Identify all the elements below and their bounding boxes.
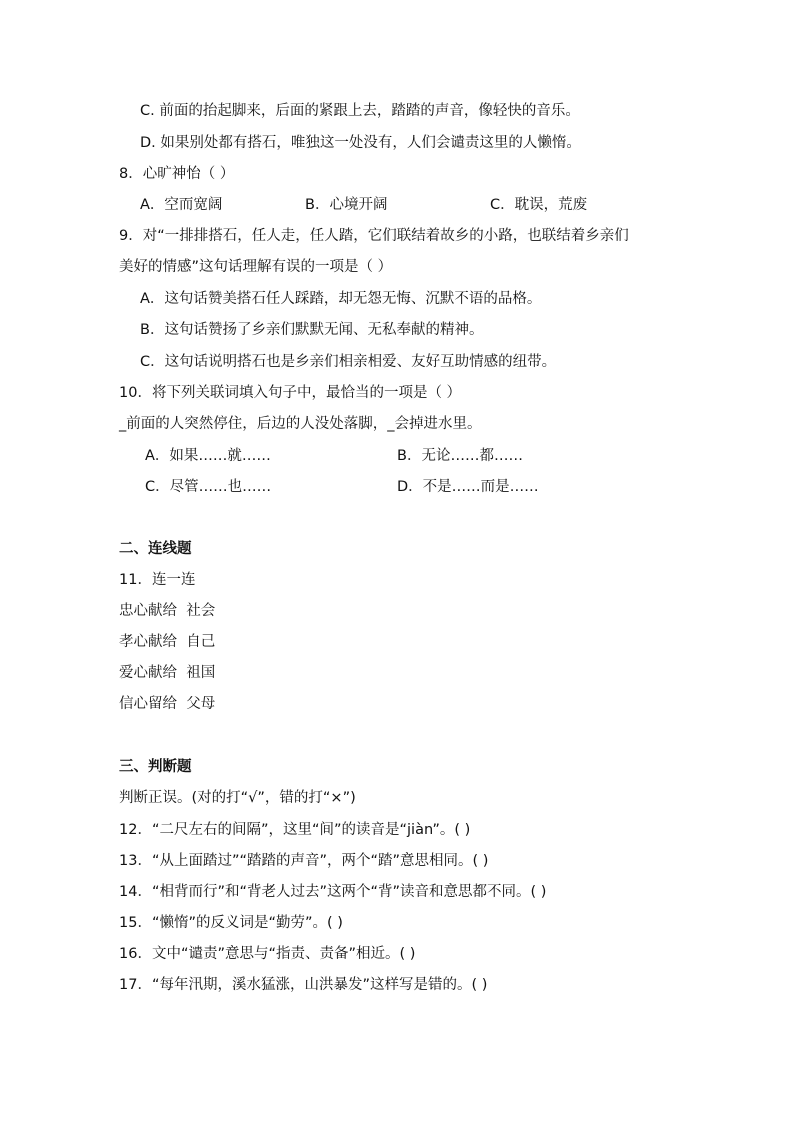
q11-stem: 11．连一连 xyxy=(119,572,196,588)
q9-option-c: C．这句话说明搭石也是乡亲们相亲相爱、友好互助情感的纽带。 xyxy=(140,354,557,370)
q9-option-b: B．这句话赞扬了乡亲们默默无闻、无私奉献的精神。 xyxy=(140,322,484,338)
judgment-item: 17．“每年汛期，溪水猛涨，山洪暴发”这样写是错的。( ) xyxy=(119,977,488,993)
match-right: 社会 xyxy=(186,603,216,619)
q9-option-a: A．这句话赞美搭石任人踩踏，却无怨无悔、沉默不语的品格。 xyxy=(140,291,542,307)
match-row xyxy=(119,601,215,621)
q9-stem-line2: 美好的情感”这句话理解有误的一项是（ ） xyxy=(119,259,393,275)
q10-option-a: A．如果……就…… xyxy=(145,448,271,464)
section3-instruction: 判断正误。(对的打“√”，错的打“×”) xyxy=(119,790,356,806)
match-right: 父母 xyxy=(186,696,216,712)
q7-option-c: C. 前面的抬起脚来，后面的紧跟上去，踏踏的声音，像轻快的音乐。 xyxy=(140,103,580,119)
q10-option-d: D．不是……而是…… xyxy=(397,479,539,495)
judgment-item: 12．“二尺左右的间隔”，这里“间”的读音是“jiàn”。( ) xyxy=(119,822,471,838)
match-left: 孝心献给 xyxy=(119,634,177,650)
q8-option-c: C．耽误，荒废 xyxy=(490,197,588,213)
match-row xyxy=(119,663,215,683)
judgment-item: 14．“相背而行”和“背老人过去”这两个“背”读音和意思都不同。( ) xyxy=(119,884,547,900)
q10-option-c: C．尽管……也…… xyxy=(145,479,272,495)
match-left: 忠心献给 xyxy=(119,603,177,619)
q8-stem: 8．心旷神怡（ ） xyxy=(119,166,235,182)
q10-sentence: _前面的人突然停住，后边的人没处落脚，_会掉进水里。 xyxy=(119,416,482,432)
match-right: 祖国 xyxy=(186,665,216,681)
q10-option-b: B．无论……都…… xyxy=(397,448,523,464)
section3-heading: 三、判断题 xyxy=(119,759,192,775)
judgment-item: 16．文中“谴责”意思与“指责、责备”相近。( ) xyxy=(119,946,416,962)
match-row xyxy=(119,632,215,652)
match-left: 爱心献给 xyxy=(119,665,177,681)
q7-option-d: D. 如果别处都有搭石，唯独这一处没有，人们会谴责这里的人懒惰。 xyxy=(140,135,581,151)
section2-heading: 二、连线题 xyxy=(119,541,192,557)
match-left: 信心留给 xyxy=(119,696,177,712)
q10-stem: 10．将下列关联词填入句子中，最恰当的一项是（ ） xyxy=(119,385,462,401)
q8-option-a: A．空而宽阔 xyxy=(140,197,223,213)
match-right: 自己 xyxy=(186,634,216,650)
judgment-item: 13．“从上面踏过”“踏踏的声音”，两个“踏”意思相同。( ) xyxy=(119,853,489,869)
q9-stem-line1: 9．对“一排排搭石，任人走，任人踏，它们联结着故乡的小路，也联结着乡亲们 xyxy=(119,228,629,244)
match-row xyxy=(119,694,215,714)
judgment-item: 15．“懒惰”的反义词是“勤劳”。( ) xyxy=(119,915,343,931)
q8-option-b: B．心境开阔 xyxy=(305,197,388,213)
